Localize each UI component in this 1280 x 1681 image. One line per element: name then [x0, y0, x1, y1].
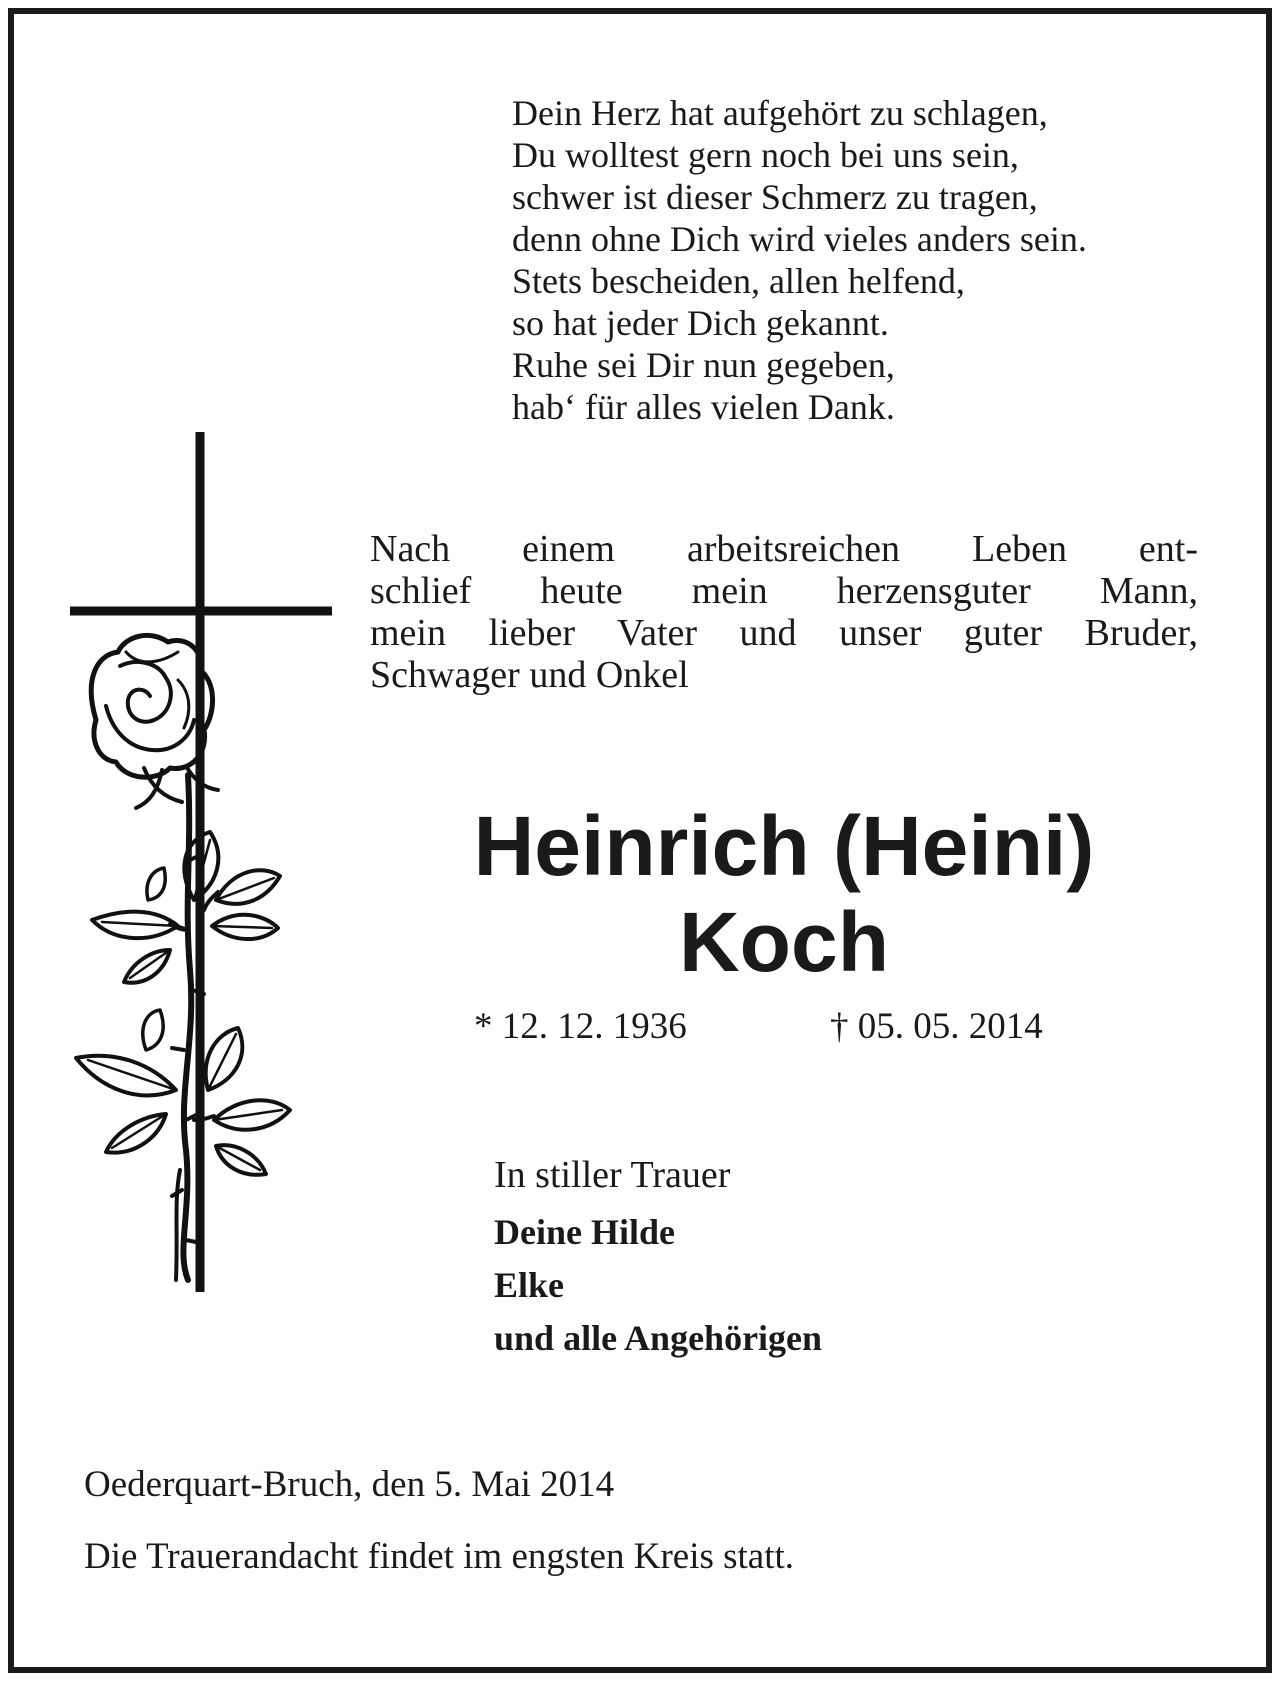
mourners-block: [494, 1150, 1094, 1365]
poem-line: so hat jeder Dich gekannt.: [512, 303, 889, 343]
poem-line: Stets bescheiden, allen helfend,: [512, 261, 965, 301]
mourning-lead: In stiller Trauer: [494, 1154, 731, 1196]
death-date: † 05. 05. 2014: [830, 1006, 1043, 1047]
poem-line: Dein Herz hat aufgehört zu schlagen,: [512, 93, 1048, 133]
deceased-name: [370, 798, 1198, 990]
poem-line: hab‘ für alles vielen Dank.: [512, 387, 895, 427]
cross-with-rose-icon: [66, 430, 338, 1302]
memorial-poem: [512, 92, 1212, 428]
poem-line: schwer ist dieser Schmerz zu tragen,: [512, 177, 1038, 217]
announcement-line: schlief heute mein herzensguter Mann,: [370, 570, 1198, 612]
deceased-surname: Koch: [679, 895, 889, 989]
poem-line: Du wolltest gern noch bei uns sein,: [512, 135, 1019, 175]
mourner-name: und alle Angehörigen: [494, 1318, 823, 1358]
birth-date: * 12. 12. 1936: [474, 1006, 687, 1047]
mourner-name: Elke: [494, 1265, 565, 1305]
announcement-line: Nach einem arbeitsreichen Leben ent-: [370, 528, 1198, 570]
footer: [84, 1460, 1204, 1582]
memorial-service-note: Die Trauerandacht findet im engsten Kreis statt.: [84, 1536, 795, 1577]
announcement-line: mein lieber Vater und unser guter Bruder,: [370, 612, 1198, 654]
announcement-line: Schwager und Onkel: [370, 654, 689, 696]
poem-line: denn ohne Dich wird vieles anders sein.: [512, 219, 1087, 259]
poem-line: Ruhe sei Dir nun gegeben,: [512, 345, 895, 385]
place-and-date: Oederquart-Bruch, den 5. Mai 2014: [84, 1464, 615, 1505]
announcement-text: [370, 528, 1198, 696]
deceased-first-name: Heinrich (Heini): [473, 799, 1095, 893]
mourner-name: Deine Hilde: [494, 1212, 675, 1252]
